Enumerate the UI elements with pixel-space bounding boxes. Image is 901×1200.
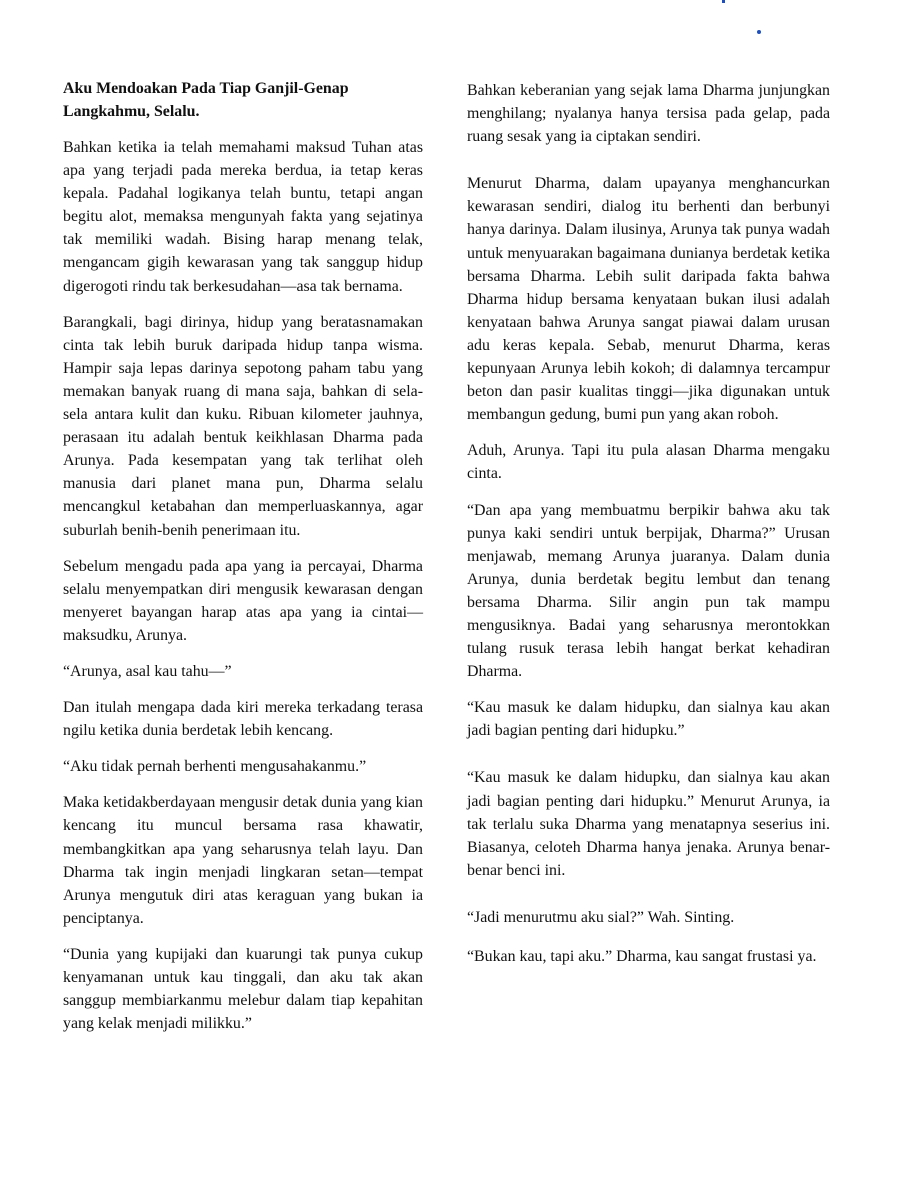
document-title: Aku Mendoakan Pada Tiap Ganjil-Genap Langkahmu, Selalu. (63, 80, 349, 120)
paragraph-left-2: Barangkali, bagi dirinya, hidup yang beratasnamakan cinta tak lebih buruk daripada hidup tanpa wisma. Hampir saja lepas darinya sepotong paham tabu yang memakan banyak ruang di mana saja, bahkan di sela-sela antara kulit dan kuku. Ribuan kilometer jauhnya, perasaan itu adalah bentuk keikhlasan Dharma pada Arunya. Pada kesempatan yang tak terlihat oleh manusia dari planet mana pun, Dharma selalu mencangkul ketabahan dan memperluaskannya, agar suburlah benih-benih penerimaan itu. (63, 313, 423, 539)
left-column (63, 78, 423, 1048)
paragraph-left-3: Sebelum mengadu pada apa yang ia percayai, Dharma selalu menyempatkan diri mengusik kewarasan dengan menyeret bayangan harap atas apa yang ia cintai—maksudku, Arunya. (63, 557, 423, 644)
paragraph-right-8: “Bukan kau, tapi aku.” Dharma, kau sangat frustasi ya. (467, 948, 817, 965)
blue-dot-mark (757, 30, 761, 34)
right-column (467, 79, 830, 981)
paragraph-left-5: Dan itulah mengapa dada kiri mereka terkadang terasa ngilu ketika dunia berdetak lebih kencang. (63, 699, 423, 740)
paragraph-right-3: Aduh, Arunya. Tapi itu pula alasan Dharma mengaku cinta. (467, 442, 830, 483)
paragraph-left-6: “Aku tidak pernah berhenti mengusahakanmu.” (63, 758, 367, 776)
paragraph-left-1: Bahkan ketika ia telah memahami maksud Tuhan atas apa yang terjadi pada mereka berdua, ia tetap keras kepala. Padahal logikanya telah buntu, tetapi angan begitu alot, memaksa mengunyah fakta yang sejatinya tak memiliki wadah. Bising harap menang telak, mengancam gigih kewarasan yang tak sanggup hidup digerogoti rindu tak berkesudahan—asa tak bernama. (63, 139, 423, 295)
paragraph-right-6: “Kau masuk ke dalam hidupku, dan sialnya kau akan jadi bagian penting dari hidupku.” Menurut Arunya, ia tak terlalu suka Dharma yang menatapnya seserius ini. Biasanya, celoteh Dharma hanya jenaka. Arunya benar-benar benci ini. (467, 769, 830, 879)
paragraph-right-2: Menurut Dharma, dalam upayanya menghancurkan kewarasan sendiri, dialog itu berhenti dan berbunyi hanya darinya. Dalam ilusinya, Arunya tak punya wadah untuk menyuarakan bagaimana dunianya berdetak ketika bersama Dharma. Lebih sulit daripada fakta bahwa Dharma hidup bersama kenyataan bukan ilusi adalah kenyataan bahwa Arunya sangat piawai dalam urusan adu keras kepala. Sebab, menurut Dharma, keras kepunyaan Arunya lebih kokoh; di dalamnya tercampur beton dan pasir kualitas tinggi—jika digunakan untuk membangun gedung, bumi pun yang akan roboh. (467, 175, 830, 424)
paragraph-right-1: Bahkan keberanian yang sejak lama Dharma junjungkan menghilang; nyalanya hanya tersisa pada gelap, pada ruang sesak yang ia ciptakan sendiri. (467, 82, 830, 146)
paragraph-left-8: “Dunia yang kupijaki dan kuarungi tak punya cukup kenyamanan untuk kau tinggali, dan aku tak akan sanggup membiarkanmu melebur dalam tiap kepahitan yang kelak menjadi milikku.” (63, 945, 423, 1033)
paragraph-right-7: “Jadi menurutmu aku sial?” Wah. Sinting. (467, 908, 735, 926)
top-edge-mark (722, 0, 725, 3)
paragraph-right-4: “Dan apa yang membuatmu berpikir bahwa aku tak punya kaki sendiri untuk berpijak, Dharma?” Urusan menjawab, memang Arunya juaranya. Dalam dunia Arunya, dunia berdetak begitu lembut dan tenang bersama Dharma. Silir angin pun tak mampu mengusiknya. Badai yang seharusnya merontokkan tulang rusuk terasa lebih hangat berkat kehadiran Dharma. (467, 501, 830, 681)
paragraph-left-7: Maka ketidakberdayaan mengusir detak dunia yang kian kencang itu muncul bersama rasa khawatir, membangkitkan apa yang seharusnya telah layu. Dan Dharma tak ingin menjadi lingkaran setan—tempat Arunya mengutuk diri atas keraguan yang bukan ia penciptanya. (63, 794, 423, 927)
paragraph-left-4: “Arunya, asal kau tahu—” (63, 662, 232, 680)
paragraph-right-5: “Kau masuk ke dalam hidupku, dan sialnya kau akan jadi bagian penting dari hidupku.” (467, 699, 830, 740)
